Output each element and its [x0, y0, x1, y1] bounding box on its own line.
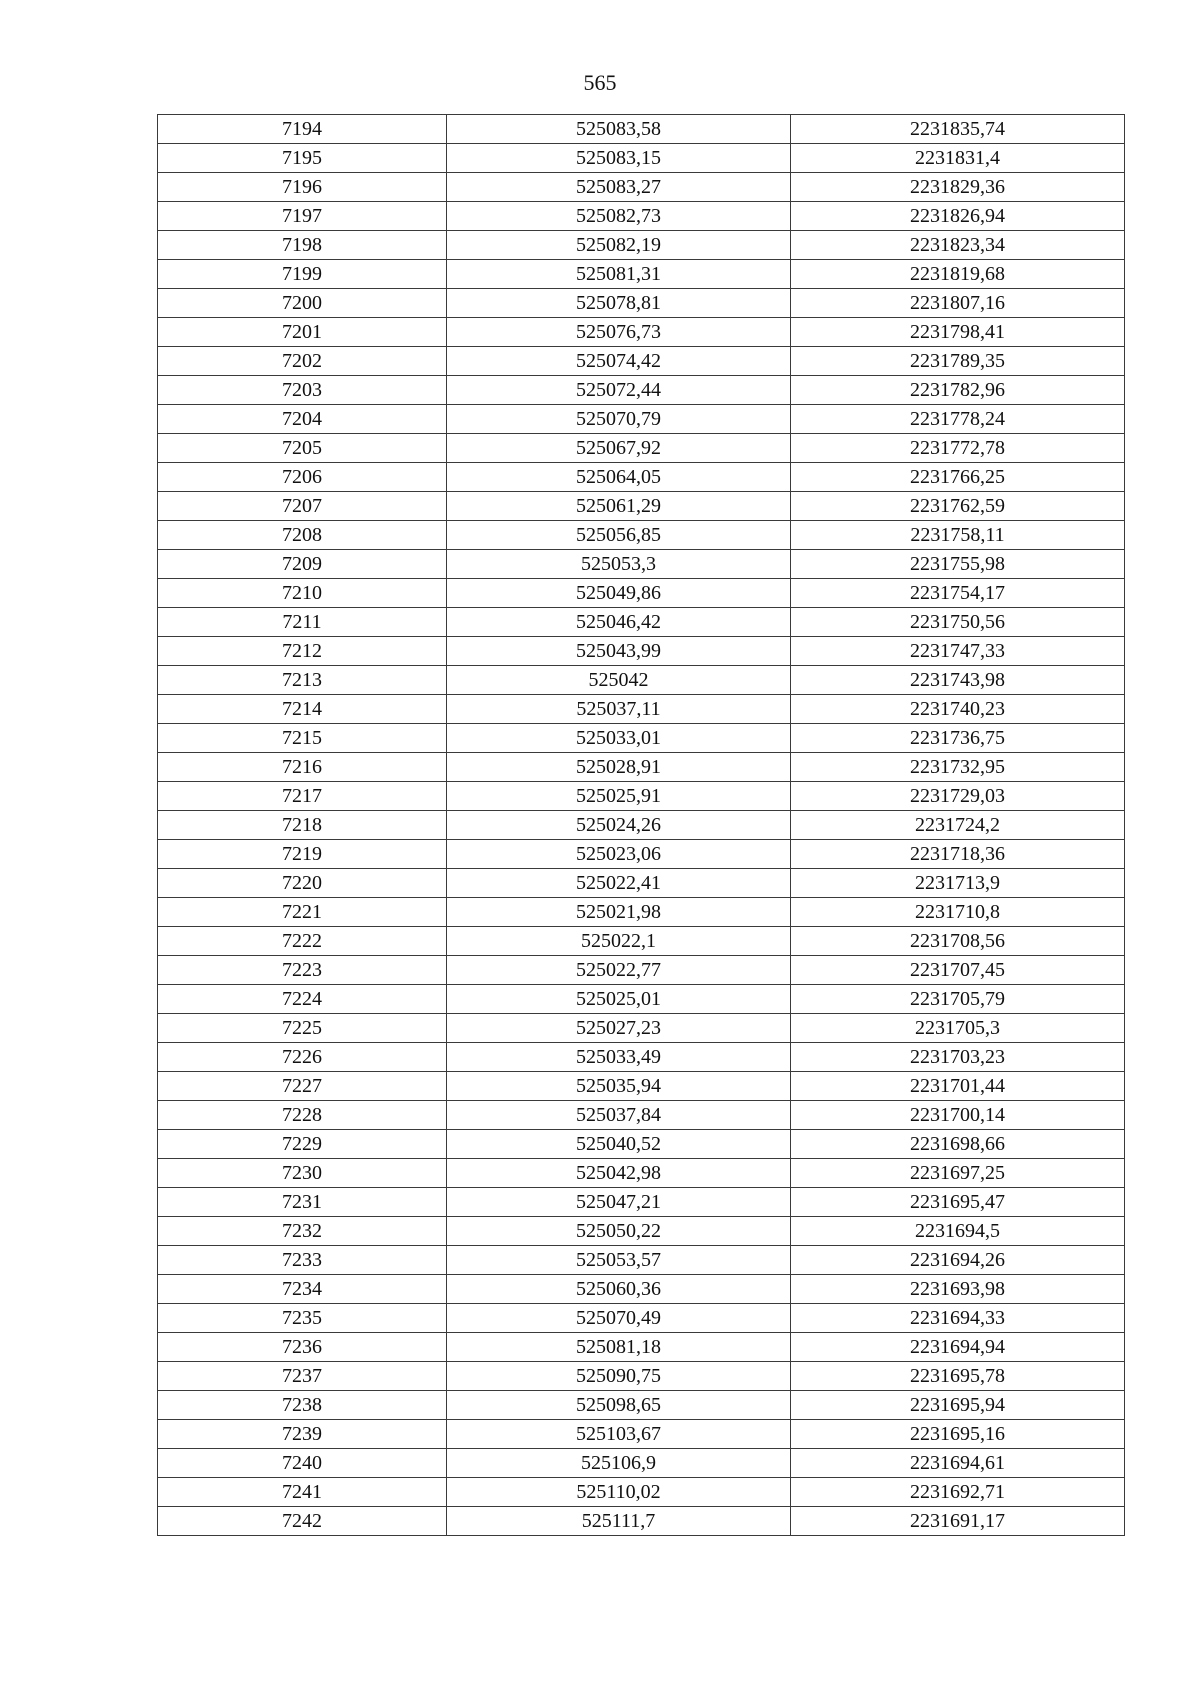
table-row	[158, 753, 1125, 782]
y-coordinate-cell: 2231694,5	[791, 1217, 1125, 1246]
y-coordinate-cell: 2231798,41	[791, 318, 1125, 347]
table-row	[158, 782, 1125, 811]
table-row	[158, 1188, 1125, 1217]
coordinates-table	[157, 114, 1125, 1536]
x-coordinate-cell: 525022,41	[447, 869, 791, 898]
x-coordinate-cell: 525047,21	[447, 1188, 791, 1217]
x-coordinate-cell: 525083,58	[447, 115, 791, 144]
table-row	[158, 173, 1125, 202]
table-row	[158, 434, 1125, 463]
point-number-cell: 7214	[158, 695, 447, 724]
table-row	[158, 289, 1125, 318]
x-coordinate-cell: 525090,75	[447, 1362, 791, 1391]
table-row	[158, 1130, 1125, 1159]
table-row	[158, 1507, 1125, 1536]
table-row	[158, 1333, 1125, 1362]
x-coordinate-cell: 525023,06	[447, 840, 791, 869]
table-row	[158, 666, 1125, 695]
y-coordinate-cell: 2231754,17	[791, 579, 1125, 608]
y-coordinate-cell: 2231755,98	[791, 550, 1125, 579]
table-row	[158, 840, 1125, 869]
x-coordinate-cell: 525076,73	[447, 318, 791, 347]
x-coordinate-cell: 525081,18	[447, 1333, 791, 1362]
table-row	[158, 1072, 1125, 1101]
table-row	[158, 1304, 1125, 1333]
table-row	[158, 1217, 1125, 1246]
y-coordinate-cell: 2231772,78	[791, 434, 1125, 463]
x-coordinate-cell: 525035,94	[447, 1072, 791, 1101]
point-number-cell: 7231	[158, 1188, 447, 1217]
y-coordinate-cell: 2231705,3	[791, 1014, 1125, 1043]
table-row	[158, 550, 1125, 579]
table-row	[158, 492, 1125, 521]
x-coordinate-cell: 525024,26	[447, 811, 791, 840]
point-number-cell: 7210	[158, 579, 447, 608]
point-number-cell: 7232	[158, 1217, 447, 1246]
x-coordinate-cell: 525110,02	[447, 1478, 791, 1507]
point-number-cell: 7216	[158, 753, 447, 782]
table-row	[158, 405, 1125, 434]
y-coordinate-cell: 2231766,25	[791, 463, 1125, 492]
point-number-cell: 7221	[158, 898, 447, 927]
point-number-cell: 7218	[158, 811, 447, 840]
table-row	[158, 608, 1125, 637]
point-number-cell: 7239	[158, 1420, 447, 1449]
y-coordinate-cell: 2231819,68	[791, 260, 1125, 289]
x-coordinate-cell: 525106,9	[447, 1449, 791, 1478]
y-coordinate-cell: 2231831,4	[791, 144, 1125, 173]
point-number-cell: 7211	[158, 608, 447, 637]
x-coordinate-cell: 525022,1	[447, 927, 791, 956]
y-coordinate-cell: 2231710,8	[791, 898, 1125, 927]
point-number-cell: 7215	[158, 724, 447, 753]
y-coordinate-cell: 2231835,74	[791, 115, 1125, 144]
point-number-cell: 7194	[158, 115, 447, 144]
y-coordinate-cell: 2231691,17	[791, 1507, 1125, 1536]
x-coordinate-cell: 525040,52	[447, 1130, 791, 1159]
point-number-cell: 7230	[158, 1159, 447, 1188]
x-coordinate-cell: 525072,44	[447, 376, 791, 405]
x-coordinate-cell: 525022,77	[447, 956, 791, 985]
point-number-cell: 7206	[158, 463, 447, 492]
y-coordinate-cell: 2231693,98	[791, 1275, 1125, 1304]
y-coordinate-cell: 2231740,23	[791, 695, 1125, 724]
table-row	[158, 1014, 1125, 1043]
point-number-cell: 7220	[158, 869, 447, 898]
table-row	[158, 1275, 1125, 1304]
y-coordinate-cell: 2231703,23	[791, 1043, 1125, 1072]
x-coordinate-cell: 525083,15	[447, 144, 791, 173]
y-coordinate-cell: 2231701,44	[791, 1072, 1125, 1101]
y-coordinate-cell: 2231823,34	[791, 231, 1125, 260]
x-coordinate-cell: 525053,57	[447, 1246, 791, 1275]
table-row	[158, 1362, 1125, 1391]
x-coordinate-cell: 525046,42	[447, 608, 791, 637]
y-coordinate-cell: 2231700,14	[791, 1101, 1125, 1130]
point-number-cell: 7226	[158, 1043, 447, 1072]
table-row	[158, 1159, 1125, 1188]
table-row	[158, 898, 1125, 927]
point-number-cell: 7197	[158, 202, 447, 231]
table-row	[158, 811, 1125, 840]
x-coordinate-cell: 525070,49	[447, 1304, 791, 1333]
y-coordinate-cell: 2231695,78	[791, 1362, 1125, 1391]
table-row	[158, 695, 1125, 724]
point-number-cell: 7196	[158, 173, 447, 202]
point-number-cell: 7224	[158, 985, 447, 1014]
point-number-cell: 7234	[158, 1275, 447, 1304]
table-row	[158, 724, 1125, 753]
point-number-cell: 7204	[158, 405, 447, 434]
x-coordinate-cell: 525033,49	[447, 1043, 791, 1072]
point-number-cell: 7212	[158, 637, 447, 666]
y-coordinate-cell: 2231826,94	[791, 202, 1125, 231]
point-number-cell: 7205	[158, 434, 447, 463]
table-row	[158, 1478, 1125, 1507]
point-number-cell: 7222	[158, 927, 447, 956]
point-number-cell: 7217	[158, 782, 447, 811]
x-coordinate-cell: 525061,29	[447, 492, 791, 521]
table-row	[158, 956, 1125, 985]
point-number-cell: 7207	[158, 492, 447, 521]
table-row	[158, 1043, 1125, 1072]
x-coordinate-cell: 525098,65	[447, 1391, 791, 1420]
y-coordinate-cell: 2231694,94	[791, 1333, 1125, 1362]
x-coordinate-cell: 525082,73	[447, 202, 791, 231]
y-coordinate-cell: 2231695,94	[791, 1391, 1125, 1420]
coordinates-table-body	[158, 115, 1125, 1536]
x-coordinate-cell: 525025,01	[447, 985, 791, 1014]
y-coordinate-cell: 2231750,56	[791, 608, 1125, 637]
point-number-cell: 7236	[158, 1333, 447, 1362]
y-coordinate-cell: 2231705,79	[791, 985, 1125, 1014]
y-coordinate-cell: 2231807,16	[791, 289, 1125, 318]
y-coordinate-cell: 2231724,2	[791, 811, 1125, 840]
y-coordinate-cell: 2231732,95	[791, 753, 1125, 782]
table-row	[158, 1449, 1125, 1478]
y-coordinate-cell: 2231782,96	[791, 376, 1125, 405]
point-number-cell: 7203	[158, 376, 447, 405]
point-number-cell: 7200	[158, 289, 447, 318]
y-coordinate-cell: 2231694,33	[791, 1304, 1125, 1333]
x-coordinate-cell: 525074,42	[447, 347, 791, 376]
y-coordinate-cell: 2231778,24	[791, 405, 1125, 434]
table-row	[158, 1101, 1125, 1130]
y-coordinate-cell: 2231707,45	[791, 956, 1125, 985]
y-coordinate-cell: 2231762,59	[791, 492, 1125, 521]
x-coordinate-cell: 525078,81	[447, 289, 791, 318]
x-coordinate-cell: 525083,27	[447, 173, 791, 202]
point-number-cell: 7242	[158, 1507, 447, 1536]
table-row	[158, 231, 1125, 260]
point-number-cell: 7235	[158, 1304, 447, 1333]
point-number-cell: 7199	[158, 260, 447, 289]
y-coordinate-cell: 2231736,75	[791, 724, 1125, 753]
x-coordinate-cell: 525037,11	[447, 695, 791, 724]
x-coordinate-cell: 525043,99	[447, 637, 791, 666]
point-number-cell: 7223	[158, 956, 447, 985]
table-row	[158, 115, 1125, 144]
table-row	[158, 637, 1125, 666]
x-coordinate-cell: 525042	[447, 666, 791, 695]
point-number-cell: 7208	[158, 521, 447, 550]
point-number-cell: 7195	[158, 144, 447, 173]
page-number: 565	[583, 70, 617, 95]
y-coordinate-cell: 2231708,56	[791, 927, 1125, 956]
y-coordinate-cell: 2231829,36	[791, 173, 1125, 202]
point-number-cell: 7238	[158, 1391, 447, 1420]
point-number-cell: 7229	[158, 1130, 447, 1159]
table-row	[158, 521, 1125, 550]
x-coordinate-cell: 525081,31	[447, 260, 791, 289]
point-number-cell: 7225	[158, 1014, 447, 1043]
x-coordinate-cell: 525037,84	[447, 1101, 791, 1130]
point-number-cell: 7228	[158, 1101, 447, 1130]
point-number-cell: 7233	[158, 1246, 447, 1275]
table-row	[158, 1420, 1125, 1449]
x-coordinate-cell: 525053,3	[447, 550, 791, 579]
x-coordinate-cell: 525033,01	[447, 724, 791, 753]
table-row	[158, 985, 1125, 1014]
x-coordinate-cell: 525111,7	[447, 1507, 791, 1536]
table-row	[158, 318, 1125, 347]
x-coordinate-cell: 525056,85	[447, 521, 791, 550]
x-coordinate-cell: 525070,79	[447, 405, 791, 434]
table-row	[158, 869, 1125, 898]
point-number-cell: 7227	[158, 1072, 447, 1101]
y-coordinate-cell: 2231743,98	[791, 666, 1125, 695]
table-row	[158, 260, 1125, 289]
x-coordinate-cell: 525021,98	[447, 898, 791, 927]
point-number-cell: 7201	[158, 318, 447, 347]
y-coordinate-cell: 2231694,26	[791, 1246, 1125, 1275]
table-row	[158, 144, 1125, 173]
x-coordinate-cell: 525025,91	[447, 782, 791, 811]
table-row	[158, 927, 1125, 956]
table-row	[158, 1391, 1125, 1420]
x-coordinate-cell: 525064,05	[447, 463, 791, 492]
table-row	[158, 463, 1125, 492]
y-coordinate-cell: 2231697,25	[791, 1159, 1125, 1188]
x-coordinate-cell: 525042,98	[447, 1159, 791, 1188]
y-coordinate-cell: 2231713,9	[791, 869, 1125, 898]
table-row	[158, 347, 1125, 376]
y-coordinate-cell: 2231698,66	[791, 1130, 1125, 1159]
table-row	[158, 1246, 1125, 1275]
x-coordinate-cell: 525027,23	[447, 1014, 791, 1043]
x-coordinate-cell: 525050,22	[447, 1217, 791, 1246]
table-row	[158, 376, 1125, 405]
point-number-cell: 7198	[158, 231, 447, 260]
y-coordinate-cell: 2231695,47	[791, 1188, 1125, 1217]
x-coordinate-cell: 525049,86	[447, 579, 791, 608]
y-coordinate-cell: 2231789,35	[791, 347, 1125, 376]
point-number-cell: 7209	[158, 550, 447, 579]
table-row	[158, 579, 1125, 608]
point-number-cell: 7240	[158, 1449, 447, 1478]
x-coordinate-cell: 525082,19	[447, 231, 791, 260]
x-coordinate-cell: 525103,67	[447, 1420, 791, 1449]
y-coordinate-cell: 2231695,16	[791, 1420, 1125, 1449]
point-number-cell: 7241	[158, 1478, 447, 1507]
x-coordinate-cell: 525067,92	[447, 434, 791, 463]
y-coordinate-cell: 2231692,71	[791, 1478, 1125, 1507]
y-coordinate-cell: 2231758,11	[791, 521, 1125, 550]
y-coordinate-cell: 2231729,03	[791, 782, 1125, 811]
x-coordinate-cell: 525028,91	[447, 753, 791, 782]
point-number-cell: 7219	[158, 840, 447, 869]
point-number-cell: 7202	[158, 347, 447, 376]
point-number-cell: 7237	[158, 1362, 447, 1391]
y-coordinate-cell: 2231718,36	[791, 840, 1125, 869]
y-coordinate-cell: 2231694,61	[791, 1449, 1125, 1478]
y-coordinate-cell: 2231747,33	[791, 637, 1125, 666]
x-coordinate-cell: 525060,36	[447, 1275, 791, 1304]
point-number-cell: 7213	[158, 666, 447, 695]
table-row	[158, 202, 1125, 231]
